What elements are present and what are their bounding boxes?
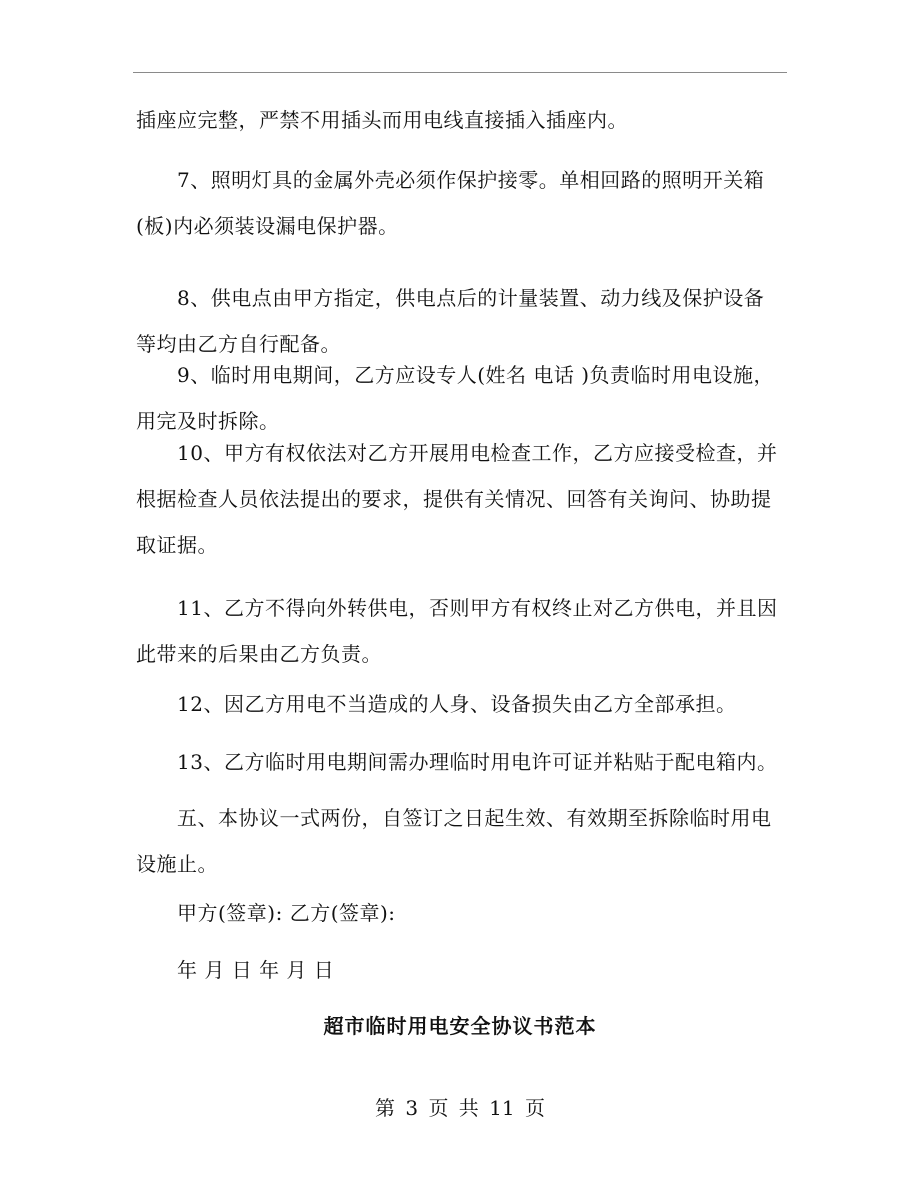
text-line: 8、供电点由甲方指定，供电点后的计量装置、动力线及保护设备 xyxy=(177,286,765,310)
text-line: (板)内必须装设漏电保护器。 xyxy=(136,214,399,238)
paragraph-item-12 xyxy=(136,681,788,727)
paragraph-item-10 xyxy=(136,430,788,568)
text-line: 五、本协议一式两份，自签订之日起生效、有效期至拆除临时用电 xyxy=(177,806,772,830)
text-line: 等均由乙方自行配备。 xyxy=(136,332,341,356)
text-line: 11、乙方不得向外转供电，否则甲方有权终止对乙方供电，并且因 xyxy=(177,596,778,620)
text-line: 12、因乙方用电不当造成的人身、设备损失由乙方全部承担。 xyxy=(177,692,737,716)
paragraph-item-7 xyxy=(136,157,788,249)
text-line: 取证据。 xyxy=(136,533,218,557)
text-line: 甲方(签章): 乙方(签章): xyxy=(177,901,396,925)
paragraph-outlet-rule xyxy=(136,97,788,143)
text-line: 10、甲方有权依法对乙方开展用电检查工作，乙方应接受检查，并 xyxy=(177,441,778,465)
text-line: 9、临时用电期间，乙方应设专人(姓名 电话 )负责临时用电设施， xyxy=(177,363,775,387)
document-title: 超市临时用电安全协议书范本 xyxy=(323,1014,597,1038)
text-line: 13、乙方临时用电期间需办理临时用电许可证并粘贴于配电箱内。 xyxy=(177,750,778,774)
text-line: 此带来的后果由乙方负责。 xyxy=(136,642,382,666)
page-footer: 第 3 页 共 11 页 xyxy=(375,1096,545,1120)
date-line xyxy=(136,947,788,993)
text-line: 设施止。 xyxy=(136,852,218,876)
text-line: 用完及时拆除。 xyxy=(136,409,280,433)
paragraph-item-13 xyxy=(136,739,788,785)
signature-line xyxy=(136,890,788,936)
header-divider xyxy=(133,72,787,73)
text-line: 年 月 日 年 月 日 xyxy=(177,958,335,982)
paragraph-item-11 xyxy=(136,585,788,677)
text-line: 7、照明灯具的金属外壳必须作保护接零。单相回路的照明开关箱 xyxy=(177,168,765,192)
paragraph-section-5 xyxy=(136,795,788,887)
text-line: 根据检查人员依法提出的要求，提供有关情况、回答有关询问、协助提 xyxy=(136,487,772,511)
text-line: 插座应完整，严禁不用插头而用电线直接插入插座内。 xyxy=(136,108,628,132)
